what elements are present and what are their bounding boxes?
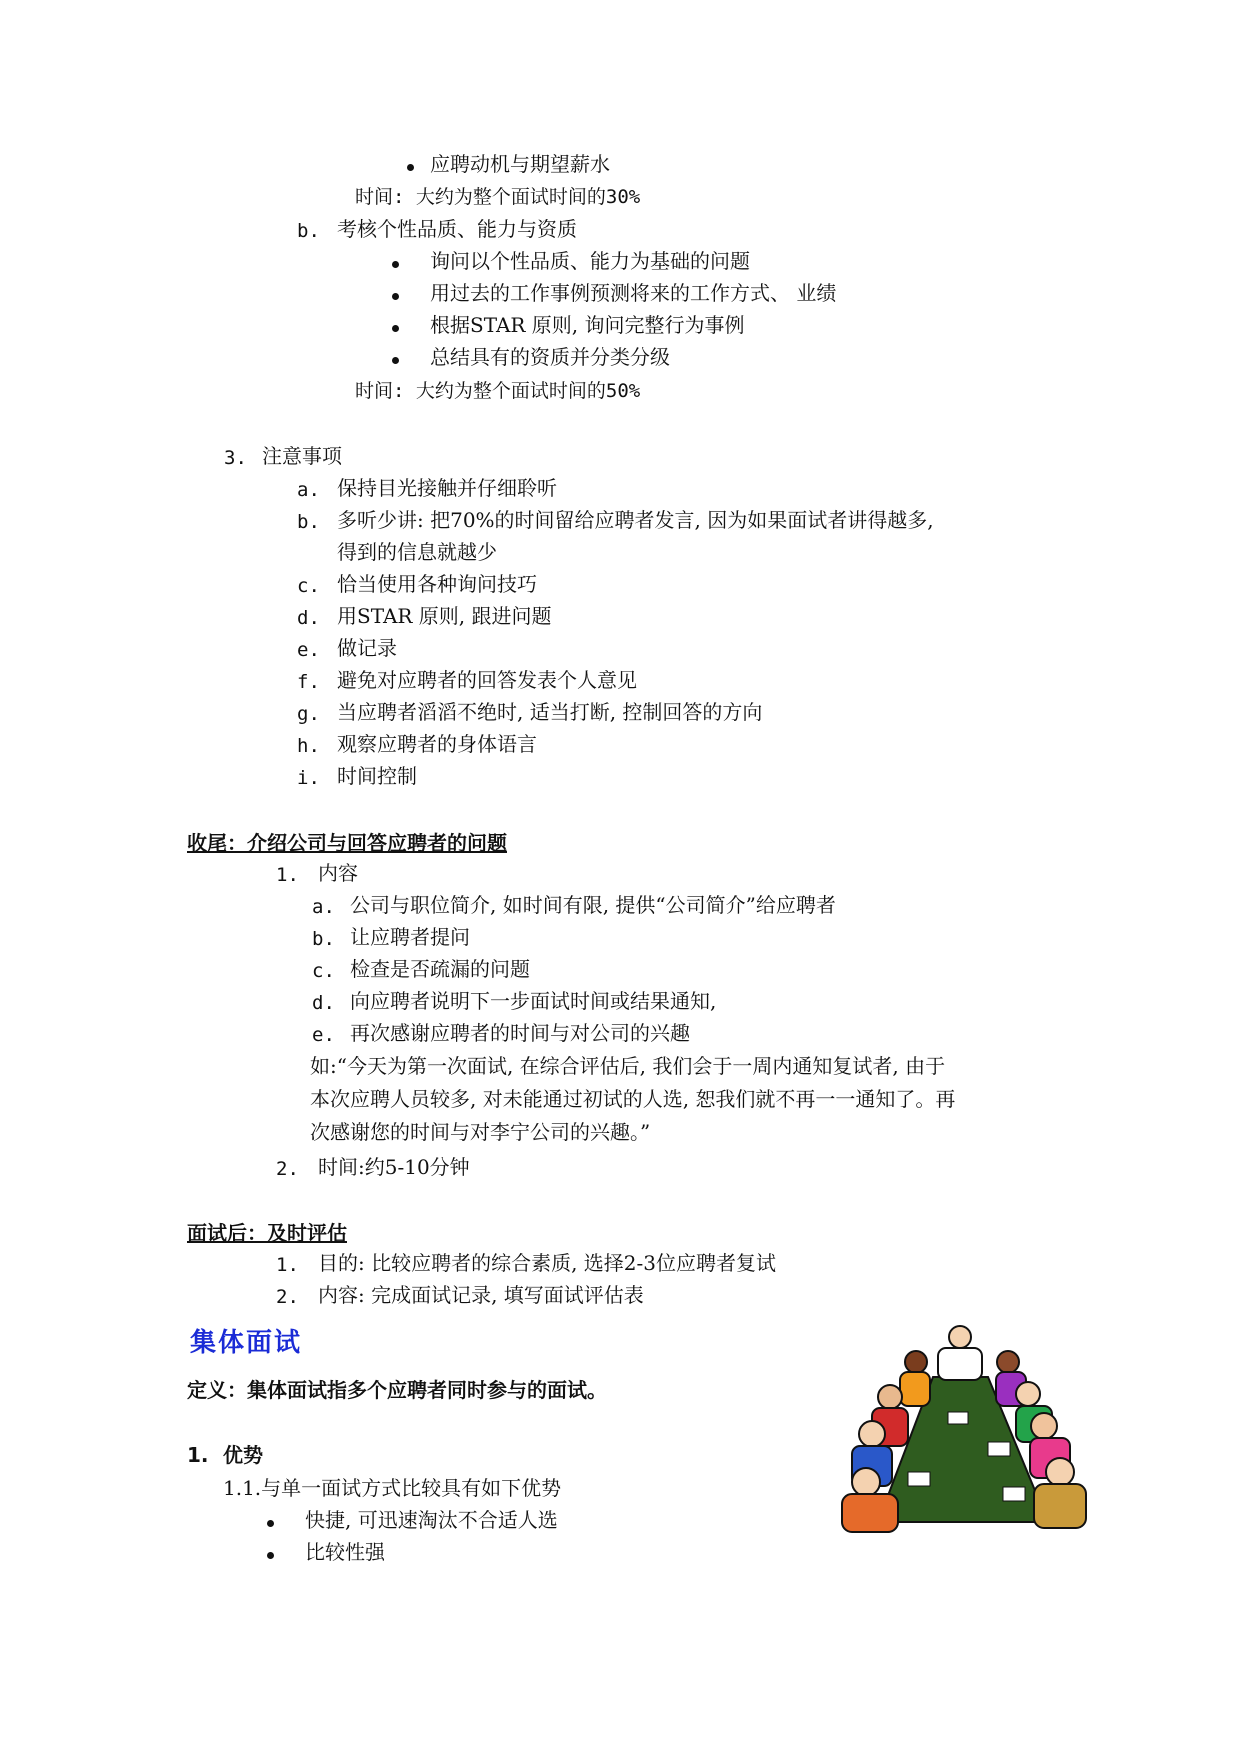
list-item: 检查是否疏漏的问题 bbox=[350, 957, 530, 981]
time-note: 时间: 大约为整个面试时间的30% bbox=[355, 186, 641, 208]
list-item: 比较性强 bbox=[305, 1540, 385, 1564]
bullet-icon bbox=[407, 164, 414, 171]
list-item: 用过去的工作事例预测将来的工作方式、 业绩 bbox=[430, 281, 837, 305]
list-marker: d. bbox=[297, 607, 320, 629]
list-item-continuation: 得到的信息就越少 bbox=[337, 540, 497, 564]
list-item: 应聘动机与期望薪水 bbox=[430, 152, 610, 176]
list-item: 观察应聘者的身体语言 bbox=[337, 732, 537, 756]
list-item: 时间:约5-10分钟 bbox=[318, 1155, 470, 1179]
list-marker: h. bbox=[297, 735, 320, 757]
list-marker: d. bbox=[312, 992, 335, 1014]
list-item: 用STAR 原则, 跟进问题 bbox=[337, 604, 552, 628]
time-note: 时间: 大约为整个面试时间的50% bbox=[355, 380, 641, 402]
list-item: 内容 bbox=[318, 861, 358, 885]
subsection-subtitle: 1.1.与单一面试方式比较具有如下优势 bbox=[223, 1476, 562, 1500]
list-item: 时间控制 bbox=[337, 764, 417, 788]
section-heading: 收尾：介绍公司与回答应聘者的问题 bbox=[187, 831, 507, 855]
list-item: 考核个性品质、能力与资质 bbox=[337, 217, 577, 241]
bullet-icon bbox=[267, 1520, 274, 1527]
list-item: 恰当使用各种询问技巧 bbox=[337, 572, 537, 596]
list-marker: a. bbox=[312, 896, 335, 918]
list-marker: 3. bbox=[224, 447, 247, 469]
list-item: 公司与职位简介, 如时间有限, 提供“公司简介”给应聘者 bbox=[350, 893, 836, 917]
list-item: 避免对应聘者的回答发表个人意见 bbox=[337, 668, 637, 692]
definition-text bbox=[187, 1377, 607, 1403]
bullet-icon bbox=[392, 325, 399, 332]
list-marker: a. bbox=[297, 479, 320, 501]
bullet-icon bbox=[392, 261, 399, 268]
list-item: 内容: 完成面试记录, 填写面试评估表 bbox=[318, 1283, 644, 1307]
list-marker: 1. bbox=[276, 864, 299, 886]
list-marker: i. bbox=[297, 767, 320, 789]
example-quote: 次感谢您的时间与对李宁公司的兴趣。” bbox=[310, 1120, 651, 1144]
subsection-title: 优势 bbox=[223, 1443, 263, 1467]
list-marker: b. bbox=[297, 511, 320, 533]
page-section-title: 集体面试 bbox=[190, 1328, 303, 1358]
example-quote: 如:“今天为第一次面试, 在综合评估后, 我们会于一周内通知复试者, 由于 bbox=[310, 1054, 946, 1078]
list-marker: e. bbox=[297, 639, 320, 661]
bullet-icon bbox=[392, 293, 399, 300]
definition: 定义：集体面试指多个应聘者同时参与的面试。 bbox=[187, 1378, 607, 1402]
example-quote: 本次应聘人员较多, 对未能通过初试的人选, 恕我们就不再一一通知了。再 bbox=[310, 1087, 956, 1111]
list-item: 目的: 比较应聘者的综合素质, 选择2-3位应聘者复试 bbox=[318, 1251, 777, 1275]
list-marker: c. bbox=[297, 575, 320, 597]
bullet-icon bbox=[267, 1552, 274, 1559]
list-marker: g. bbox=[297, 703, 320, 725]
list-item: 向应聘者说明下一步面试时间或结果通知, bbox=[350, 989, 717, 1013]
list-marker: b. bbox=[312, 928, 335, 950]
list-item: 当应聘者滔滔不绝时, 适当打断, 控制回答的方向 bbox=[337, 700, 763, 724]
list-marker: b. bbox=[297, 220, 320, 242]
section-heading: 面试后：及时评估 bbox=[187, 1221, 347, 1245]
list-marker: 2. bbox=[276, 1158, 299, 1180]
list-marker: f. bbox=[297, 671, 320, 693]
bullet-icon bbox=[392, 357, 399, 364]
meeting-table-clipart-icon bbox=[838, 1322, 1090, 1534]
list-marker: c. bbox=[312, 960, 335, 982]
list-item: 再次感谢应聘者的时间与对公司的兴趣 bbox=[350, 1021, 690, 1045]
list-marker: e. bbox=[312, 1024, 335, 1046]
list-marker: 1. bbox=[276, 1254, 299, 1276]
list-item: 让应聘者提问 bbox=[350, 925, 470, 949]
list-marker: 1. bbox=[187, 1443, 209, 1467]
list-item: 快捷, 可迅速淘汰不合适人选 bbox=[305, 1508, 558, 1532]
list-item: 多听少讲: 把70%的时间留给应聘者发言, 因为如果面试者讲得越多, bbox=[337, 508, 934, 532]
list-item: 总结具有的资质并分类分级 bbox=[430, 345, 670, 369]
list-item: 保持目光接触并仔细聆听 bbox=[337, 476, 557, 500]
list-item: 做记录 bbox=[337, 636, 397, 660]
list-marker: 2. bbox=[276, 1286, 299, 1308]
section-heading: 注意事项 bbox=[262, 444, 342, 468]
list-item: 询问以个性品质、能力为基础的问题 bbox=[430, 249, 750, 273]
list-item: 根据STAR 原则, 询问完整行为事例 bbox=[430, 313, 745, 337]
